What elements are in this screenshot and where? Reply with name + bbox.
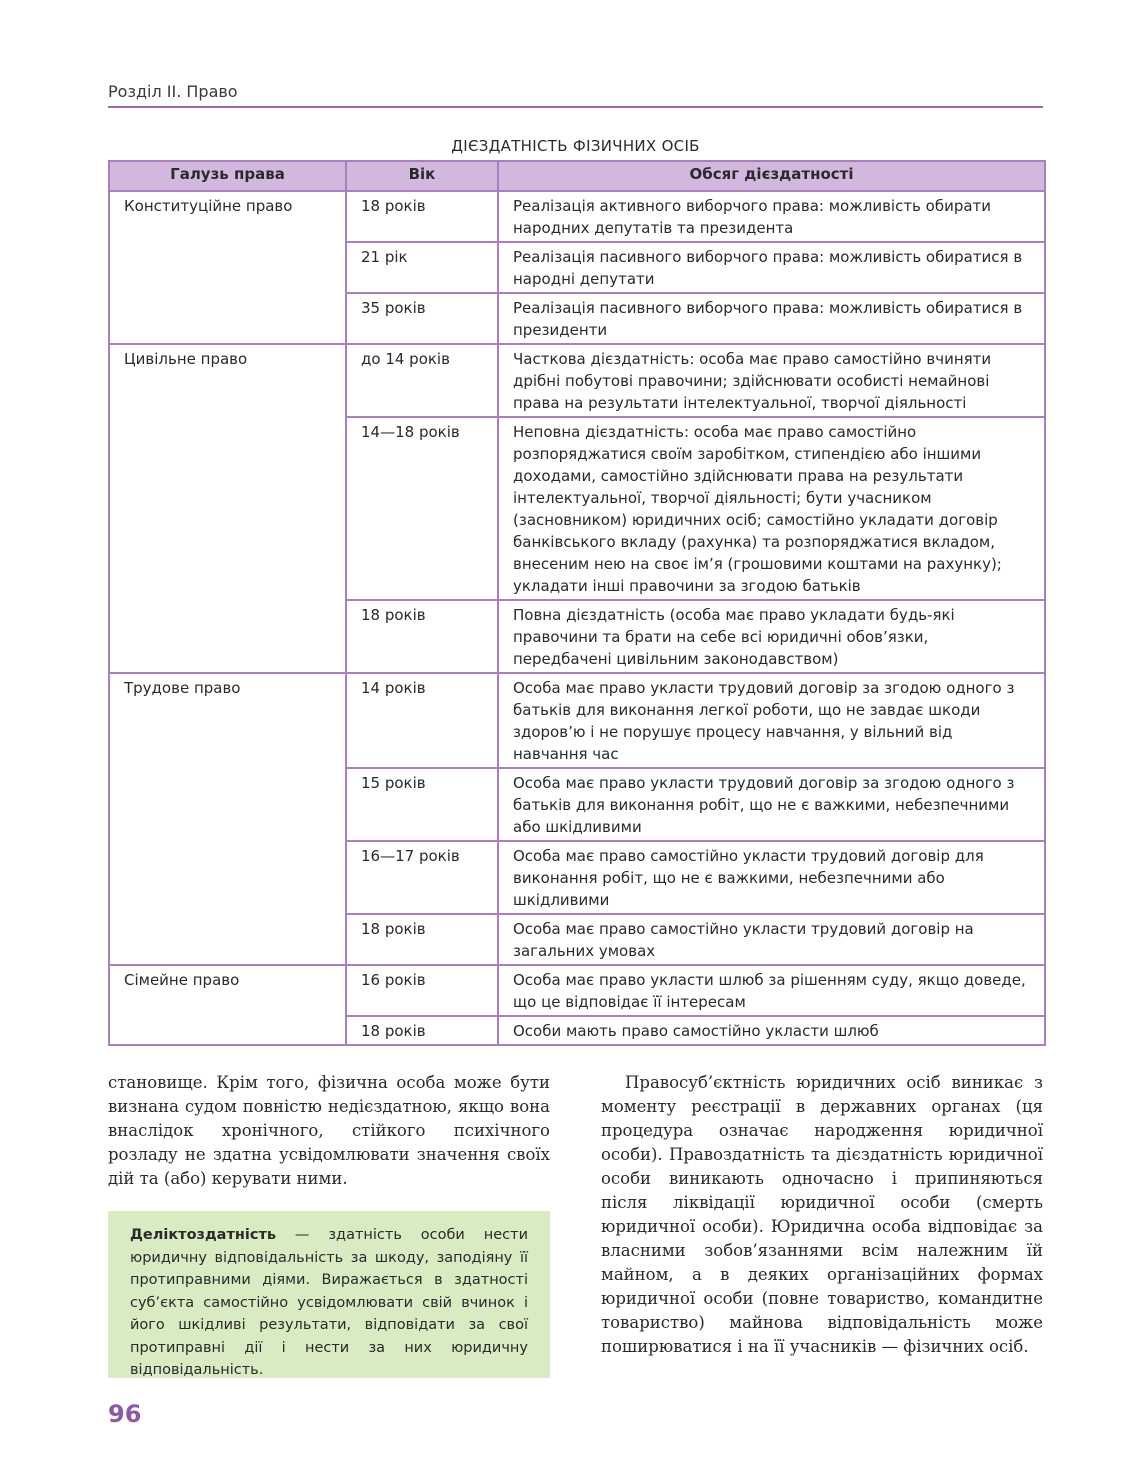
- table-row: [109, 1016, 1045, 1045]
- branch-cell-empty: [109, 242, 346, 293]
- scope-cell: Особи мають право самостійно укласти шлюб: [498, 1016, 1045, 1045]
- column-header-branch: Галузь права: [109, 161, 346, 191]
- table-row: [109, 191, 1045, 242]
- age-cell: 16—17 років: [346, 841, 498, 914]
- age-cell: до 14 років: [346, 344, 498, 417]
- age-cell: 18 років: [346, 914, 498, 965]
- table-row: [109, 673, 1045, 768]
- scope-cell: Особа має право самостійно укласти трудовий договір на загальних умовах: [498, 914, 1045, 965]
- table-row: [109, 344, 1045, 417]
- definition-box: [108, 1211, 550, 1378]
- branch-cell-empty: [109, 768, 346, 841]
- scope-cell: Неповна дієздатність: особа має право самостійно розпоряджатися своїм заробітком, стипендією або іншими доходами, самостійно здійснювати права на результати інтелектуальної, творчої діяльності; бути учасником (засновником) юридичних осіб; самостійно укладати договір банківського вкладу (рахунка) та розпоряджатися вкладом, внесеним нею на своє ім’я (грошовими коштами на рахунку); укладати інші правочини за згодою батьків: [498, 417, 1045, 600]
- table-header-row: [109, 161, 1045, 191]
- age-cell: 16 років: [346, 965, 498, 1016]
- scope-cell: Повна дієздатність (особа має право укладати будь-які правочини та брати на себе всі юридичні обов’язки, передбачені цивільним законодавством): [498, 600, 1045, 673]
- table-title: ДІЄЗДАТНІСТЬ ФІЗИЧНИХ ОСІБ: [451, 137, 700, 155]
- age-cell: 18 років: [346, 191, 498, 242]
- table-row: [109, 841, 1045, 914]
- table-row: [109, 965, 1045, 1016]
- left-column-text: [108, 1071, 550, 1191]
- branch-cell-empty: [109, 293, 346, 344]
- age-cell: 14 років: [346, 673, 498, 768]
- table-row: [109, 600, 1045, 673]
- scope-cell: Особа має право укласти трудовий договір за згодою одного з батьків для виконання робіт, що не є важкими, небезпечними або шкідливими: [498, 768, 1045, 841]
- scope-cell: Реалізація пасивного виборчого права: можливість обиратися в народні депутати: [498, 242, 1045, 293]
- column-header-age: Вік: [346, 161, 498, 191]
- scope-cell: Часткова дієздатність: особа має право самостійно вчиняти дрібні побутові правочини; здійснювати особисті немайнові права на результати інтелектуальної, творчої діяльності: [498, 344, 1045, 417]
- branch-cell-empty: [109, 600, 346, 673]
- age-cell: 18 років: [346, 600, 498, 673]
- section-header: Розділ ІІ. Право: [108, 82, 238, 101]
- branch-cell: Цивільне право: [109, 344, 346, 417]
- scope-cell: Особа має право укласти трудовий договір за згодою одного з батьків для виконання легкої роботи, що не завдає шкоди здоров’ю і не порушує процесу навчання, у вільний від навчання час: [498, 673, 1045, 768]
- age-cell: 14—18 років: [346, 417, 498, 600]
- definition-text: — здатність особи нести юридичну відповідальність за шкоду, заподіяну її протиправними діями. Виражається в здатності суб’єкта самостійно усвідомлювати свій вчинок і його шкідливі результати, відповідати за свої протиправні дії і нести за них юридичну відповідальність.: [130, 1227, 528, 1378]
- scope-cell: Реалізація пасивного виборчого права: можливість обиратися в президенти: [498, 293, 1045, 344]
- table-row: [109, 914, 1045, 965]
- definition-term: Деліктоздатність: [130, 1227, 277, 1243]
- branch-cell-empty: [109, 1016, 346, 1045]
- branch-cell-empty: [109, 417, 346, 600]
- age-cell: 15 років: [346, 768, 498, 841]
- branch-cell-empty: [109, 914, 346, 965]
- age-cell: 35 років: [346, 293, 498, 344]
- table-row: [109, 768, 1045, 841]
- header-divider: [108, 106, 1043, 108]
- table-row: [109, 242, 1045, 293]
- page-number: 96: [108, 1400, 142, 1428]
- scope-cell: Особа має право укласти шлюб за рішенням суду, якщо доведе, що це відповідає її інтересам: [498, 965, 1045, 1016]
- right-column-text: [601, 1071, 1043, 1359]
- left-paragraph: становище. Крім того, фізична особа може бути визнана судом повністю недієздатною, якщо вона внаслідок хронічного, стійкого психічного розладу не здатна усвідомлювати значення своїх дій та (або) керувати ними.: [108, 1073, 550, 1188]
- legal-capacity-table: [108, 160, 1046, 1046]
- branch-cell: Сімейне право: [109, 965, 346, 1016]
- age-cell: 18 років: [346, 1016, 498, 1045]
- scope-cell: Реалізація активного виборчого права: можливість обирати народних депутатів та президента: [498, 191, 1045, 242]
- branch-cell-empty: [109, 841, 346, 914]
- table-row: [109, 417, 1045, 600]
- branch-cell: Конституційне право: [109, 191, 346, 242]
- table-row: [109, 293, 1045, 344]
- branch-cell: Трудове право: [109, 673, 346, 768]
- right-paragraph: Правосуб’єктність юридичних осіб виникає з моменту реєстрації в державних органах (ця процедура означає народження юридичної особи). Правоздатність та дієздатність юридичної особи виникають одночасно і припиняються після ліквідації юридичної особи (смерть юридичної особи). Юридична особа відповідає за власними зобов’язаннями всім належним їй майном, а в деяких організаційних формах юридичної особи (повне товариство, командитне товариство) майнова відповідальність може поширюватися і на її учасників — фізичних осіб.: [601, 1073, 1043, 1356]
- age-cell: 21 рік: [346, 242, 498, 293]
- scope-cell: Особа має право самостійно укласти трудовий договір для виконання робіт, що не є важкими, небезпечними або шкідливими: [498, 841, 1045, 914]
- column-header-scope: Обсяг дієздатності: [498, 161, 1045, 191]
